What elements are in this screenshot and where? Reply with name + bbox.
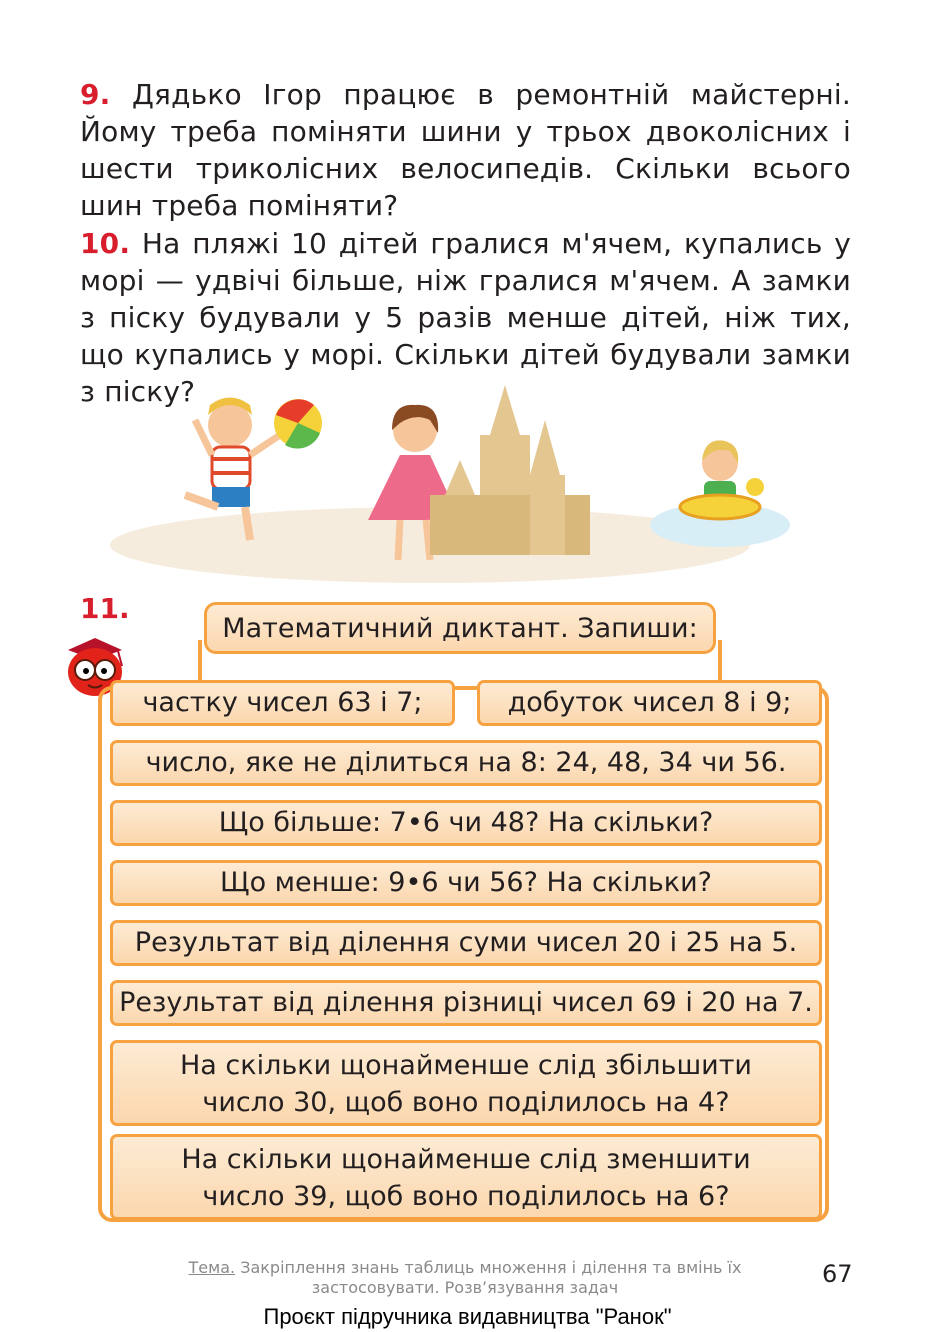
task-number: 9. xyxy=(80,78,111,111)
dictation-header xyxy=(204,602,716,654)
dictation-item xyxy=(110,860,822,906)
task-number: 10. xyxy=(80,227,131,260)
footer-theme xyxy=(160,1258,770,1298)
dictation-item xyxy=(110,800,822,846)
dictation-item xyxy=(477,680,822,726)
theme-label: Тема. xyxy=(188,1258,236,1277)
dictation-item xyxy=(110,980,822,1026)
dictation-item xyxy=(110,740,822,786)
task-11-number: 11. xyxy=(80,592,130,625)
dictation-item-text: Що більше: 7•6 чи 48? На скільки? xyxy=(218,807,714,838)
page-number: 67 xyxy=(822,1260,853,1288)
dictation-item xyxy=(110,1040,822,1126)
dictation-item-text: На скільки щонайменше слід зменшити xyxy=(181,1144,751,1175)
dictation-item xyxy=(110,1134,822,1220)
dictation-item-text: Результат від ділення суми чисел 20 і 25 на 5. xyxy=(134,927,798,958)
publisher-note: Проєкт підручника видавництва "Ранок" xyxy=(263,1304,672,1329)
dictation-item xyxy=(110,680,455,726)
task-text: Дядько Ігор працює в ремонтній майстерні. Йому треба поміняти шини у трьох двоколісних і шести триколісних велосипедів. Скільки всього шин треба поміняти? xyxy=(80,78,851,222)
task-text: На пляжі 10 дітей гралися м'ячем, купались у морі — удвічі більше, ніж гралися м'ячем. А замки з піску будували у 5 разів менше дітей, ніж тих, що купались у морі. Скільки дітей будували замки з піску? xyxy=(80,227,851,408)
dictation-item-text: добуток чисел 8 і 9; xyxy=(507,687,792,718)
dictation-item-text: Що менше: 9•6 чи 56? На скільки? xyxy=(220,867,712,898)
dictation-item-text: число 30, щоб воно поділилось на 4? xyxy=(202,1087,730,1118)
dictation-item-text: частку чисел 63 і 7; xyxy=(142,687,423,718)
dictation-item-text: На скільки щонайменше слід збільшити xyxy=(180,1050,752,1081)
dictation-item-text: число, яке не ділиться на 8: 24, 48, 34 чи 56. xyxy=(145,747,787,778)
dictation-item-text: Результат від ділення різниці чисел 69 і 20 на 7. xyxy=(119,987,813,1018)
theme-text: Закріплення знань таблиць множення і ділення та вмінь їх застосовувати. Розв’язування задач xyxy=(240,1258,742,1297)
dictation-header-text: Математичний диктант. Запиши: xyxy=(222,613,698,644)
dictation-item xyxy=(110,920,822,966)
dictation-item-text: число 39, щоб воно поділилось на 6? xyxy=(202,1181,730,1212)
